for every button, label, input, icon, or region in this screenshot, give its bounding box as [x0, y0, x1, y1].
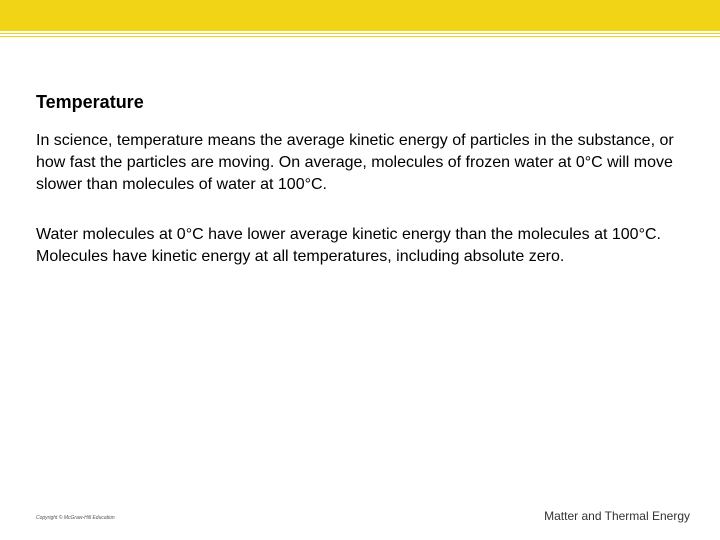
footer-topic-label: Matter and Thermal Energy [544, 509, 690, 523]
header-band [0, 0, 720, 30]
copyright-notice: Copyright © McGraw-Hill Education [36, 515, 115, 521]
header-stripes [0, 30, 720, 39]
slide-title: Temperature [36, 92, 144, 112]
body-paragraph-1: In science, temperature means the average kinetic energy of particles in the substance, or how fast the particles are moving. On average, molecules of frozen water at 0°C will move slower than molecules of water at 100°C. [36, 132, 674, 193]
body-paragraph-2: Water molecules at 0°C have lower average kinetic energy than the molecules at 100°C. Molecules have kinetic energy at all temperatures, including absolute zero. [36, 226, 661, 265]
